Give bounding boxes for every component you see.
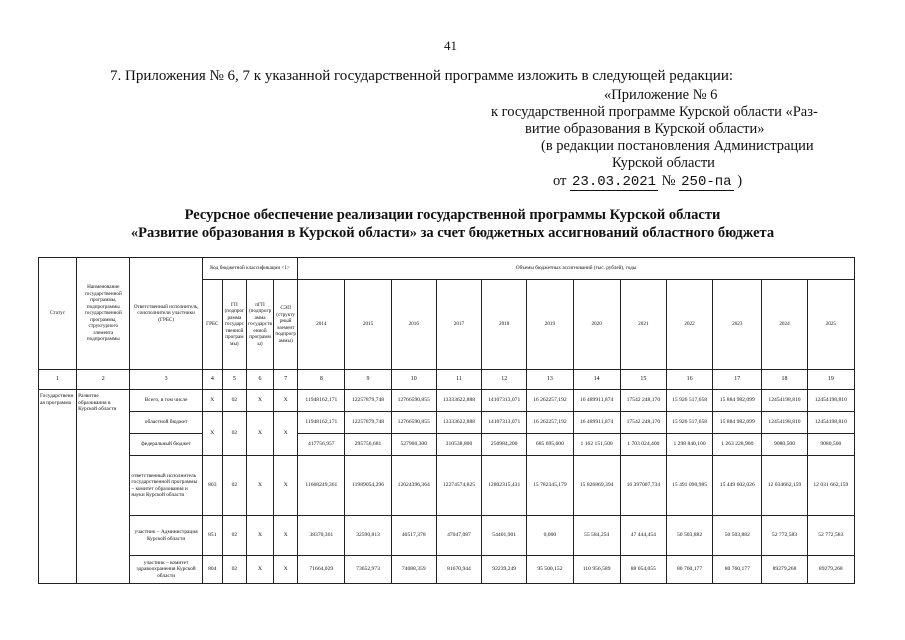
value-cell: 32590,813 xyxy=(345,516,391,556)
value-cell: 527900,300 xyxy=(391,434,436,456)
header-codes-group: Код бюджетной классификации <1> xyxy=(202,258,297,280)
value-cell: 685 695,600 xyxy=(527,434,573,456)
index-cell: 19 xyxy=(807,370,854,390)
value-cell: 47047,087 xyxy=(436,516,481,556)
value-cell: 12274574,825 xyxy=(436,456,481,516)
header-pgp: пГП (подпрограмма государственной программы) xyxy=(246,280,273,370)
budget-table xyxy=(38,257,855,584)
value-cell: 15 926 517,658 xyxy=(666,412,712,434)
program-name-cell: Развитие образования в Курской области xyxy=(77,390,130,584)
sep-cell: X xyxy=(274,516,298,556)
gp-cell: 02 xyxy=(222,516,246,556)
value-cell: 17542 248,170 xyxy=(620,412,666,434)
executor-cell: участник – комитет здравоохранения Курской области xyxy=(130,556,202,584)
pgp-cell: X xyxy=(246,556,273,584)
value-cell: 15 449 602,026 xyxy=(713,456,762,516)
executor-cell: участник – Администрация Курской области xyxy=(130,516,202,556)
appendix-line-1: «Приложение № 6 xyxy=(604,87,718,103)
value-cell: 50 503,882 xyxy=(713,516,762,556)
header-year: 2021 xyxy=(620,280,666,370)
pgp-cell: X xyxy=(246,516,273,556)
value-cell: 12257879,748 xyxy=(345,412,391,434)
appendix-line-5: Курской области xyxy=(612,155,715,171)
index-cell: 7 xyxy=(274,370,298,390)
grbs-cell: X xyxy=(202,412,222,456)
value-cell: 95 500,152 xyxy=(527,556,573,584)
value-cell: 12766590,855 xyxy=(391,390,436,412)
sep-cell: X xyxy=(274,390,298,412)
header-status: Статус xyxy=(39,258,77,370)
table-row xyxy=(39,516,855,556)
index-cell: 14 xyxy=(573,370,620,390)
value-cell: 12024396,364 xyxy=(391,456,436,516)
value-cell: 15 884 982,099 xyxy=(713,390,762,412)
grbs-cell: 851 xyxy=(202,516,222,556)
value-cell: 1 703 024,400 xyxy=(620,434,666,456)
index-cell: 1 xyxy=(39,370,77,390)
value-cell: 12454198,810 xyxy=(762,390,807,412)
value-cell: 74088,359 xyxy=(391,556,436,584)
pgp-cell: X xyxy=(246,390,273,412)
value-cell: 15 826869,394 xyxy=(573,456,620,516)
closing-paren: ) xyxy=(737,173,743,189)
value-cell: 12 031 662,159 xyxy=(807,456,854,516)
value-cell: 12802315,431 xyxy=(482,456,527,516)
value-cell: 16 262257,192 xyxy=(527,412,573,434)
grbs-cell: 804 xyxy=(202,556,222,584)
value-cell: 54401,901 xyxy=(482,516,527,556)
index-cell: 18 xyxy=(762,370,807,390)
index-cell: 9 xyxy=(345,370,391,390)
appendix-line-2: к государственной программе Курской области «Раз- xyxy=(491,104,818,120)
index-row xyxy=(39,370,855,390)
value-cell: 80 760,177 xyxy=(713,556,762,584)
value-cell: 89279,268 xyxy=(762,556,807,584)
index-cell: 8 xyxy=(298,370,345,390)
header-name: Наименование государственной программы, подпрограммы государственной программы, структурного элемента подпрограммы xyxy=(77,258,130,370)
index-cell: 17 xyxy=(713,370,762,390)
value-cell: 13333622,888 xyxy=(436,412,481,434)
sep-cell: X xyxy=(274,456,298,516)
table-row xyxy=(39,390,855,412)
document-title-line-1: Ресурсное обеспечение реализации государственной программы Курской области xyxy=(184,207,721,223)
value-cell: 15 884 982,099 xyxy=(713,412,762,434)
value-cell: 110 956,589 xyxy=(573,556,620,584)
page-number: 41 xyxy=(444,38,457,53)
header-year: 2015 xyxy=(345,280,391,370)
value-cell: 71664,029 xyxy=(298,556,345,584)
gp-cell: 02 xyxy=(222,412,246,456)
gp-cell: 02 xyxy=(222,556,246,584)
pgp-cell: X xyxy=(246,412,273,456)
value-cell: 1 162 151,500 xyxy=(573,434,620,456)
value-cell: 16 489911,874 xyxy=(573,390,620,412)
header-year: 2023 xyxy=(713,280,762,370)
header-year: 2017 xyxy=(436,280,481,370)
value-cell: 295756,681 xyxy=(345,434,391,456)
index-cell: 6 xyxy=(246,370,273,390)
value-cell: 88 054,055 xyxy=(620,556,666,584)
value-cell: 81670,944 xyxy=(436,556,481,584)
value-cell: 1 298 840,100 xyxy=(666,434,712,456)
value-cell: 417756,957 xyxy=(298,434,345,456)
table-row xyxy=(39,456,855,516)
value-cell: 9080,500 xyxy=(807,434,854,456)
value-cell: 15 782345,179 xyxy=(527,456,573,516)
header-year: 2020 xyxy=(573,280,620,370)
value-cell: 12454198,810 xyxy=(807,390,854,412)
executor-cell: областной бюджет xyxy=(130,412,202,434)
header-year: 2022 xyxy=(666,280,712,370)
executor-cell: ответственный исполнитель государственной программы – комитет образования и науки Курской области xyxy=(130,456,202,516)
value-cell: 15 491 090,985 xyxy=(666,456,712,516)
value-cell: 80 760,177 xyxy=(666,556,712,584)
sep-cell: X xyxy=(274,412,298,456)
header-grbs: ГРБС xyxy=(202,280,222,370)
executor-cell: федеральный бюджет xyxy=(130,434,202,456)
header-gp: ГП (подпрограмма государственной программы) xyxy=(222,280,246,370)
value-cell: 11668249,361 xyxy=(298,456,345,516)
grbs-cell: X xyxy=(202,390,222,412)
index-cell: 15 xyxy=(620,370,666,390)
value-cell: 89279,268 xyxy=(807,556,854,584)
header-year: 2019 xyxy=(527,280,573,370)
decree-number: 250-па xyxy=(681,174,732,190)
intro-paragraph: 7. Приложения № 6, 7 к указанной государственной программе изложить в следующей редакции: xyxy=(110,68,734,84)
value-cell: 92239,249 xyxy=(482,556,527,584)
value-cell: 310538,800 xyxy=(436,434,481,456)
index-cell: 12 xyxy=(482,370,527,390)
value-cell: 16 262257,192 xyxy=(527,390,573,412)
decree-date: 23.03.2021 xyxy=(572,174,657,190)
header-year: 2016 xyxy=(391,280,436,370)
gp-cell: 02 xyxy=(222,456,246,516)
table-row xyxy=(39,556,855,584)
pgp-cell: X xyxy=(246,456,273,516)
appendix-line-3: витие образования в Курской области» xyxy=(525,121,765,137)
value-cell: 15 926 517,658 xyxy=(666,390,712,412)
value-cell: 55 584,254 xyxy=(573,516,620,556)
value-cell: 16 489911,874 xyxy=(573,412,620,434)
value-cell: 12257879,748 xyxy=(345,390,391,412)
index-cell: 3 xyxy=(130,370,202,390)
value-cell: 14107313,071 xyxy=(482,412,527,434)
status-cell: Государственная программа xyxy=(39,390,77,584)
header-year: 2024 xyxy=(762,280,807,370)
grbs-cell: 803 xyxy=(202,456,222,516)
value-cell: 9080,500 xyxy=(762,434,807,456)
value-cell: 11948162,171 xyxy=(298,390,345,412)
index-cell: 10 xyxy=(391,370,436,390)
table-row xyxy=(39,412,855,434)
value-cell: 52 772,583 xyxy=(807,516,854,556)
index-cell: 16 xyxy=(666,370,712,390)
index-cell: 4 xyxy=(202,370,222,390)
appendix-date-line xyxy=(553,172,742,191)
appendix-line-4: (в редакции постановления Администрации xyxy=(541,138,814,154)
gp-cell: 02 xyxy=(222,390,246,412)
value-cell: 47 444,454 xyxy=(620,516,666,556)
index-cell: 5 xyxy=(222,370,246,390)
executor-cell: Всего, в том числе xyxy=(130,390,202,412)
value-cell: 14107313,071 xyxy=(482,390,527,412)
value-cell: 1 263 228,900 xyxy=(713,434,762,456)
value-cell: 73652,973 xyxy=(345,556,391,584)
value-cell: 12766590,855 xyxy=(391,412,436,434)
header-volumes-group: Объемы бюджетных ассигнований (тыс. рублей), годы xyxy=(298,258,855,280)
table-row xyxy=(39,434,855,456)
value-cell: 12454198,810 xyxy=(807,412,854,434)
index-cell: 2 xyxy=(77,370,130,390)
header-year: 2018 xyxy=(482,280,527,370)
value-cell: 250984,200 xyxy=(482,434,527,456)
value-cell: 11948162,171 xyxy=(298,412,345,434)
value-cell: 0,000 xyxy=(527,516,573,556)
header-executor: Ответственный исполнитель, соисполнители участники (ГРБС) xyxy=(130,258,202,370)
value-cell: 12 034662,159 xyxy=(762,456,807,516)
value-cell: 50 503,882 xyxy=(666,516,712,556)
header-year: 2025 xyxy=(807,280,854,370)
index-cell: 11 xyxy=(436,370,481,390)
value-cell: 17542 248,170 xyxy=(620,390,666,412)
document-title-line-2: «Развитие образования в Курской области» за счет бюджетных ассигнований областного бюджета xyxy=(130,225,775,241)
value-cell: 16 397007,734 xyxy=(620,456,666,516)
value-cell: 11989054,296 xyxy=(345,456,391,516)
index-cell: 13 xyxy=(527,370,573,390)
value-cell: 38370,361 xyxy=(298,516,345,556)
value-cell: 40517,378 xyxy=(391,516,436,556)
number-sign: № xyxy=(661,173,676,189)
sep-cell: X xyxy=(274,556,298,584)
value-cell: 12454198,810 xyxy=(762,412,807,434)
value-cell: 52 772,583 xyxy=(762,516,807,556)
header-year: 2014 xyxy=(298,280,345,370)
from-label: от xyxy=(553,173,567,189)
header-sep: СЭП (структурный элемент подпрограммы) xyxy=(274,280,298,370)
value-cell: 13333622,888 xyxy=(436,390,481,412)
